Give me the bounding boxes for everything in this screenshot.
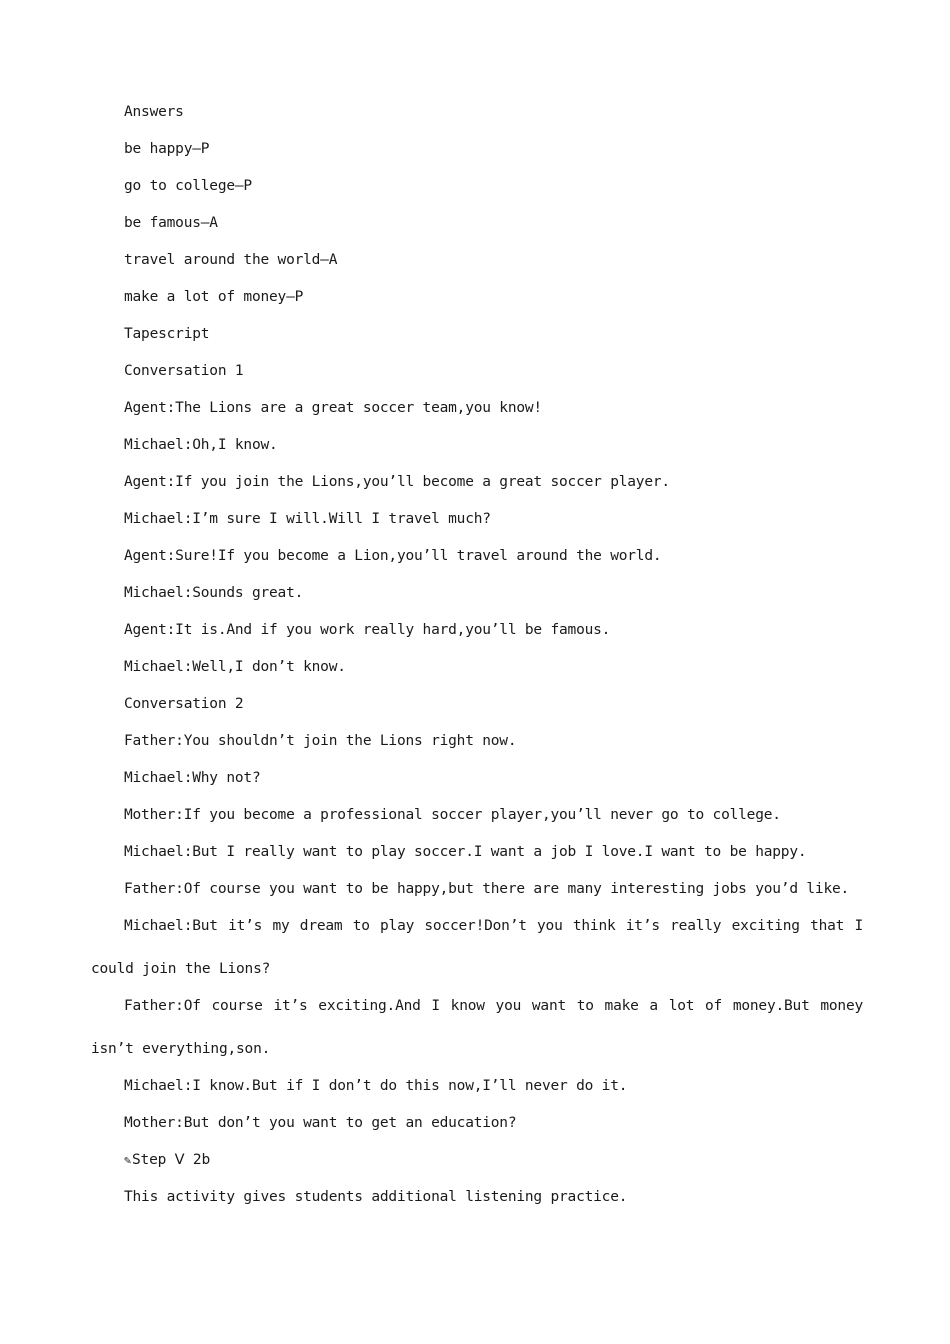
answer-line: make a lot of money—P <box>124 289 304 305</box>
step-label: Step Ⅴ 2b <box>132 1152 210 1168</box>
dialogue-line: Agent:The Lions are a great soccer team,you know! <box>124 400 542 416</box>
closing-line: This activity gives students additional listening practice. <box>124 1189 628 1205</box>
dialogue-paragraph-first-line: Father:Of course it’s exciting.And I know you want to make a lot of money.But money <box>124 998 863 1014</box>
document-body <box>91 100 863 1222</box>
conversation-heading: Conversation 2 <box>124 696 244 712</box>
answer-line: go to college—P <box>124 178 252 194</box>
answer-line: travel around the world—A <box>124 252 338 268</box>
dialogue-line: Agent:If you join the Lions,you’ll become a great soccer player. <box>124 474 670 490</box>
dialogue-line: Mother:But don’t you want to get an education? <box>124 1115 517 1131</box>
dialogue-line: Mother:If you become a professional soccer player,you’ll never go to college. <box>124 807 781 823</box>
tapescript-heading: Tapescript <box>124 326 210 342</box>
dialogue-paragraph-continuation: isn’t everything,son. <box>91 1041 271 1057</box>
dialogue-line: Michael:But I really want to play soccer.I want a job I love.I want to be happy. <box>124 844 807 860</box>
dialogue-line: Father:You shouldn’t join the Lions right now. <box>124 733 517 749</box>
dialogue-line: Michael:I’m sure I will.Will I travel much? <box>124 511 491 527</box>
dialogue-paragraph <box>91 994 863 1062</box>
dialogue-line: Agent:It is.And if you work really hard,you’ll be famous. <box>124 622 611 638</box>
dialogue-line: Michael:Why not? <box>124 770 261 786</box>
dialogue-paragraph-continuation: could join the Lions? <box>91 961 271 977</box>
dialogue-line: Michael:Oh,I know. <box>124 437 278 453</box>
dialogue-line: Michael:I know.But if I don’t do this now,I’ll never do it. <box>124 1078 628 1094</box>
dialogue-paragraph-first-line: Michael:But it’s my dream to play soccer!Don’t you think it’s really exciting that I <box>124 918 863 934</box>
dialogue-paragraph <box>91 914 863 982</box>
step-heading <box>91 1148 863 1173</box>
answer-line: be famous—A <box>124 215 218 231</box>
dialogue-line: Michael:Sounds great. <box>124 585 304 601</box>
conversation-heading: Conversation 1 <box>124 363 244 379</box>
answers-heading: Answers <box>124 104 184 120</box>
dialogue-line: Father:Of course you want to be happy,but there are many interesting jobs you’d like. <box>124 881 850 897</box>
dialogue-line: Agent:Sure!If you become a Lion,you’ll travel around the world. <box>124 548 662 564</box>
answer-line: be happy—P <box>124 141 210 157</box>
pencil-icon: ✎ <box>124 1153 132 1167</box>
dialogue-line: Michael:Well,I don’t know. <box>124 659 346 675</box>
